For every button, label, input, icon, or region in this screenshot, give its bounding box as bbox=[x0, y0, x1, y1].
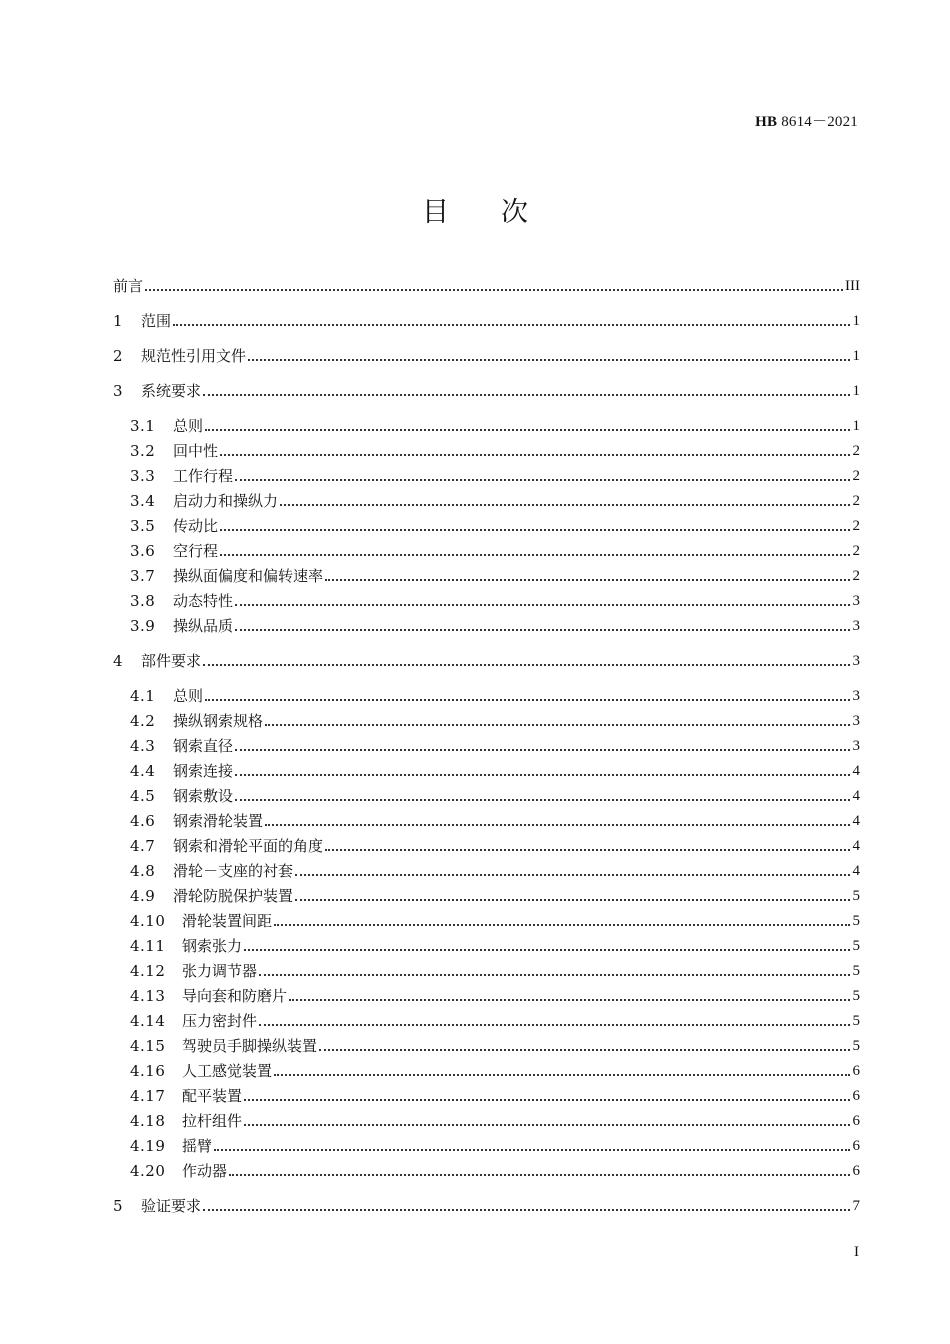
toc-entry-page: 6 bbox=[852, 1138, 860, 1154]
toc-entry-number: 4.4 bbox=[130, 762, 156, 780]
toc-entry-page: 3 bbox=[852, 618, 860, 634]
toc-entry-number: 5 bbox=[113, 1197, 123, 1215]
toc-leader-dots bbox=[235, 798, 850, 801]
toc-entry-page: 4 bbox=[852, 813, 860, 829]
toc-leader-dots bbox=[235, 478, 850, 481]
toc-entry-page: 2 bbox=[852, 518, 860, 534]
toc-entry-label: 动态特性 bbox=[173, 592, 234, 610]
toc-entry[interactable] bbox=[130, 907, 860, 931]
toc-entry-label: 空行程 bbox=[173, 542, 219, 560]
toc-leader-dots bbox=[235, 628, 850, 631]
toc-entry-number: 2 bbox=[113, 347, 123, 365]
toc-leader-dots bbox=[220, 453, 850, 456]
toc-entry-label: 钢索和滑轮平面的角度 bbox=[173, 837, 324, 855]
toc-leader-dots bbox=[259, 973, 850, 976]
toc-entry-number: 4.8 bbox=[130, 862, 156, 880]
toc-entry-label: 钢索连接 bbox=[173, 762, 234, 780]
toc-leader-dots bbox=[325, 578, 850, 581]
toc-leader-dots bbox=[319, 1048, 850, 1051]
toc-entry[interactable] bbox=[130, 732, 860, 756]
toc-leader-dots bbox=[295, 898, 850, 901]
toc-entry-number: 4.5 bbox=[130, 787, 156, 805]
toc-entry-label: 验证要求 bbox=[141, 1197, 202, 1215]
toc-leader-dots bbox=[205, 698, 850, 701]
toc-leader-dots bbox=[274, 1073, 850, 1076]
toc-entry-label: 回中性 bbox=[173, 442, 219, 460]
toc-entry-page: 2 bbox=[852, 468, 860, 484]
toc-entry-number: 4.13 bbox=[130, 987, 166, 1005]
toc-entry[interactable] bbox=[113, 272, 860, 296]
toc-entry-page: 6 bbox=[852, 1113, 860, 1129]
toc-entry-label: 操纵面偏度和偏转速率 bbox=[173, 567, 324, 585]
toc-leader-dots bbox=[295, 873, 850, 876]
toc-entry-page: 1 bbox=[852, 348, 860, 364]
toc-entry-page: 5 bbox=[852, 913, 860, 929]
toc-entry[interactable] bbox=[130, 1007, 860, 1031]
toc-entry-number: 4.9 bbox=[130, 887, 156, 905]
toc-entry[interactable] bbox=[130, 562, 860, 586]
toc-entry[interactable] bbox=[130, 807, 860, 831]
toc-entry[interactable] bbox=[130, 537, 860, 561]
toc-entry[interactable] bbox=[130, 682, 860, 706]
toc-leader-dots bbox=[235, 748, 850, 751]
toc-entry[interactable] bbox=[130, 512, 860, 536]
toc-entry-page: 2 bbox=[852, 443, 860, 459]
toc-entry-label: 压力密封件 bbox=[182, 1012, 258, 1030]
toc-entry-page: 4 bbox=[852, 863, 860, 879]
toc-leader-dots bbox=[244, 1098, 850, 1101]
toc-entry-number: 4 bbox=[113, 652, 123, 670]
toc-leader-dots bbox=[244, 948, 850, 951]
toc-entry-page: 1 bbox=[852, 383, 860, 399]
toc-leader-dots bbox=[173, 323, 850, 326]
toc-entry-page: 5 bbox=[852, 888, 860, 904]
toc-entry-label: 钢索张力 bbox=[182, 937, 243, 955]
toc-entry-page: 4 bbox=[852, 788, 860, 804]
toc-entry[interactable] bbox=[130, 612, 860, 636]
document-code: 8614－2021 bbox=[781, 114, 858, 130]
toc-entry-number: 3.9 bbox=[130, 617, 156, 635]
toc-entry-label: 规范性引用文件 bbox=[141, 347, 247, 365]
toc-entry-page: 2 bbox=[852, 493, 860, 509]
toc-entry[interactable] bbox=[130, 782, 860, 806]
toc-entry-page: 4 bbox=[852, 763, 860, 779]
toc-entry[interactable] bbox=[113, 377, 860, 401]
toc-leader-dots bbox=[145, 288, 843, 291]
toc-entry-page: 7 bbox=[852, 1198, 860, 1214]
toc-entry[interactable] bbox=[113, 1192, 860, 1216]
toc-entry-label: 操纵品质 bbox=[173, 617, 234, 635]
toc-entry-label: 滑轮装置间距 bbox=[182, 912, 273, 930]
toc-entry-number: 4.6 bbox=[130, 812, 156, 830]
toc-entry[interactable] bbox=[130, 707, 860, 731]
toc-entry-number: 4.7 bbox=[130, 837, 156, 855]
toc-entry-number: 4.14 bbox=[130, 1012, 166, 1030]
toc-entry-label: 操纵钢索规格 bbox=[173, 712, 264, 730]
toc-entry[interactable] bbox=[130, 757, 860, 781]
toc-entry[interactable] bbox=[130, 1132, 860, 1156]
toc-entry-page: 3 bbox=[852, 738, 860, 754]
toc-entry-label: 钢索滑轮装置 bbox=[173, 812, 264, 830]
toc-entry[interactable] bbox=[130, 1057, 860, 1081]
toc-entry-label: 系统要求 bbox=[141, 382, 202, 400]
toc-leader-dots bbox=[325, 848, 850, 851]
document-prefix: HB bbox=[755, 114, 778, 130]
toc-leader-dots bbox=[274, 923, 850, 926]
toc-entry-label: 摇臂 bbox=[182, 1137, 213, 1155]
toc-entry-page: 3 bbox=[852, 713, 860, 729]
toc-leader-dots bbox=[244, 1123, 850, 1126]
toc-entry-number: 3.5 bbox=[130, 517, 156, 535]
toc-entry-number: 4.17 bbox=[130, 1087, 166, 1105]
toc-entry-number: 4.15 bbox=[130, 1037, 166, 1055]
toc-entry-page: 1 bbox=[852, 418, 860, 434]
toc-entry[interactable] bbox=[130, 412, 860, 436]
toc-entry[interactable] bbox=[113, 342, 860, 366]
toc-entry[interactable] bbox=[130, 1032, 860, 1056]
toc-entry[interactable] bbox=[130, 982, 860, 1006]
toc-leader-dots bbox=[203, 663, 850, 666]
toc-entry[interactable] bbox=[130, 462, 860, 486]
toc-entry-label: 滑轮防脱保护装置 bbox=[173, 887, 294, 905]
toc-entry[interactable] bbox=[113, 307, 860, 331]
page-title: 目次 bbox=[422, 197, 580, 228]
toc-entry-number: 3.2 bbox=[130, 442, 156, 460]
footer-page-number: I bbox=[854, 1244, 859, 1260]
toc-leader-dots bbox=[229, 1173, 850, 1176]
toc-entry-number: 4.19 bbox=[130, 1137, 166, 1155]
toc-entry-label: 钢索直径 bbox=[173, 737, 234, 755]
toc-entry-number: 3.4 bbox=[130, 492, 156, 510]
toc-entry-label: 总则 bbox=[173, 417, 204, 435]
toc-entry-number: 3.3 bbox=[130, 467, 156, 485]
toc-leader-dots bbox=[203, 393, 850, 396]
toc-entry-label: 人工感觉装置 bbox=[182, 1062, 273, 1080]
toc-entry-number: 4.2 bbox=[130, 712, 156, 730]
toc-leader-dots bbox=[220, 553, 850, 556]
toc-entry-label: 张力调节器 bbox=[182, 962, 258, 980]
toc-entry-number: 3.1 bbox=[130, 417, 156, 435]
toc-entry-label: 拉杆组件 bbox=[182, 1112, 243, 1130]
toc-entry-number: 3.8 bbox=[130, 592, 156, 610]
toc-entry-page: 2 bbox=[852, 568, 860, 584]
toc-entry[interactable] bbox=[130, 1082, 860, 1106]
toc-entry-label: 启动力和操纵力 bbox=[173, 492, 279, 510]
toc-entry-page: 6 bbox=[852, 1063, 860, 1079]
toc-leader-dots bbox=[248, 358, 850, 361]
toc-entry-page: 3 bbox=[852, 653, 860, 669]
toc-leader-dots bbox=[235, 773, 850, 776]
document-number bbox=[755, 110, 858, 131]
toc-entry[interactable] bbox=[130, 882, 860, 906]
toc-entry-label: 范围 bbox=[141, 312, 172, 330]
toc-entry-label: 工作行程 bbox=[173, 467, 234, 485]
toc-entry-label: 钢索敷设 bbox=[173, 787, 234, 805]
toc-entry-number: 4.20 bbox=[130, 1162, 166, 1180]
toc-entry-number: 3 bbox=[113, 382, 123, 400]
toc-entry[interactable] bbox=[130, 587, 860, 611]
toc-entry-number: 1 bbox=[113, 312, 123, 330]
toc-entry[interactable] bbox=[130, 832, 860, 856]
toc-entry-page: 5 bbox=[852, 1013, 860, 1029]
toc-leader-dots bbox=[214, 1148, 850, 1151]
toc-entry-page: 6 bbox=[852, 1163, 860, 1179]
toc-entry-number: 4.11 bbox=[130, 937, 166, 955]
toc-entry-number: 4.3 bbox=[130, 737, 156, 755]
toc-leader-dots bbox=[265, 823, 850, 826]
toc-entry-number: 3.7 bbox=[130, 567, 156, 585]
toc-leader-dots bbox=[289, 998, 850, 1001]
toc-entry[interactable] bbox=[113, 647, 860, 671]
toc-entry-page: 1 bbox=[852, 313, 860, 329]
toc-leader-dots bbox=[203, 1208, 850, 1211]
toc-entry-page: 5 bbox=[852, 963, 860, 979]
toc-entry-page: 3 bbox=[852, 688, 860, 704]
toc-entry-number: 4.10 bbox=[130, 912, 166, 930]
toc-entry[interactable] bbox=[130, 487, 860, 511]
toc-entry-label: 作动器 bbox=[182, 1162, 228, 1180]
toc-entry-number: 4.16 bbox=[130, 1062, 166, 1080]
toc-entry-page: 2 bbox=[852, 543, 860, 559]
toc-entry-number: 4.18 bbox=[130, 1112, 166, 1130]
toc-entry-page: III bbox=[845, 278, 860, 294]
toc-entry[interactable] bbox=[130, 957, 860, 981]
toc-entry-page: 3 bbox=[852, 593, 860, 609]
toc-leader-dots bbox=[265, 723, 850, 726]
toc-entry-page: 4 bbox=[852, 838, 860, 854]
toc-entry-label: 配平装置 bbox=[182, 1087, 243, 1105]
toc-entry-page: 5 bbox=[852, 938, 860, 954]
toc-entry[interactable] bbox=[130, 437, 860, 461]
toc-entry-label: 总则 bbox=[173, 687, 204, 705]
toc-entry-label: 部件要求 bbox=[141, 652, 202, 670]
toc-entry-label: 滑轮－支座的衬套 bbox=[173, 862, 294, 880]
toc-entry-number: 4.12 bbox=[130, 962, 166, 980]
toc-entry-label: 驾驶员手脚操纵装置 bbox=[182, 1037, 318, 1055]
toc-entry-label: 导向套和防磨片 bbox=[182, 987, 288, 1005]
toc-entry[interactable] bbox=[130, 857, 860, 881]
toc-leader-dots bbox=[220, 528, 850, 531]
toc-entry-page: 5 bbox=[852, 988, 860, 1004]
toc-entry[interactable] bbox=[130, 932, 860, 956]
toc-leader-dots bbox=[205, 428, 850, 431]
toc-entry-label: 传动比 bbox=[173, 517, 219, 535]
toc-entry-number: 4.1 bbox=[130, 687, 156, 705]
toc-leader-dots bbox=[259, 1023, 850, 1026]
toc-entry[interactable] bbox=[130, 1107, 860, 1131]
toc-leader-dots bbox=[280, 503, 850, 506]
toc-entry-number: 3.6 bbox=[130, 542, 156, 560]
toc-leader-dots bbox=[235, 603, 850, 606]
toc-entry-page: 6 bbox=[852, 1088, 860, 1104]
toc-entry[interactable] bbox=[130, 1157, 860, 1181]
toc-entry-label: 前言 bbox=[113, 277, 144, 295]
toc-entry-page: 5 bbox=[852, 1038, 860, 1054]
